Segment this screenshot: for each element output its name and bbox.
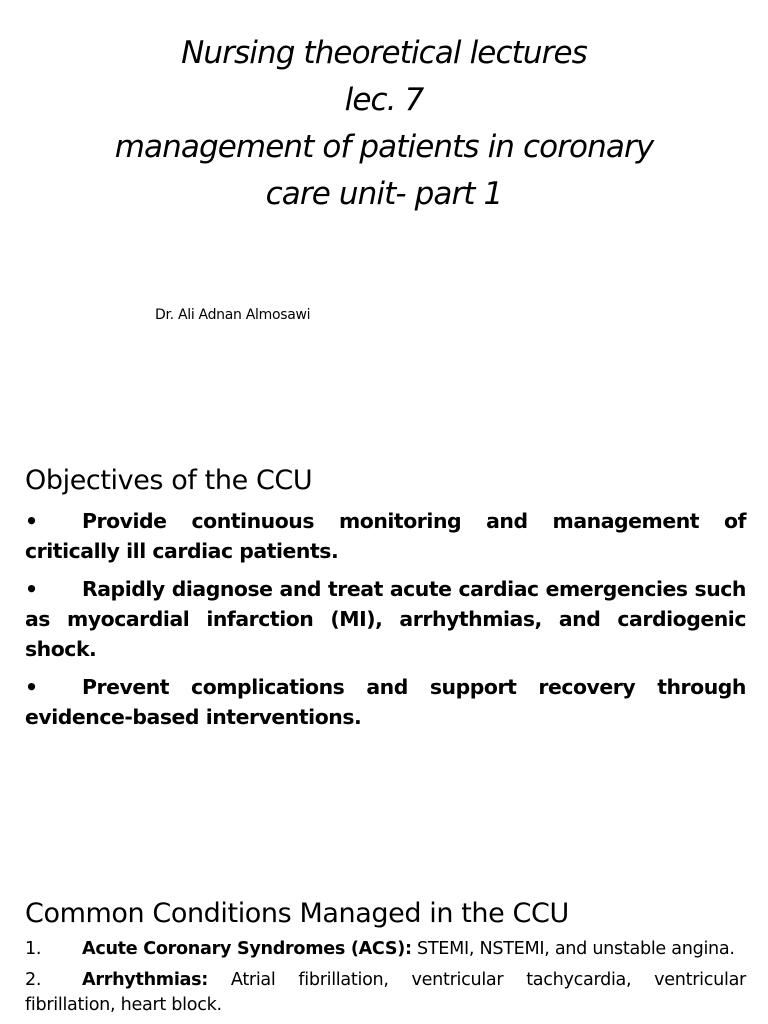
conditions-heading: Common Conditions Managed in the CCU [25,898,569,929]
condition-item [25,937,746,962]
condition-number: 1. [25,939,42,959]
conditions-list [25,937,746,1024]
objective-text: Rapidly diagnose and treat acute cardiac emergencies such as myocardial infarction (MI), arrhythmias, and cardiogenic shock. [25,577,746,661]
objectives-list [25,506,746,740]
bullet-icon: • [25,509,38,533]
condition-text: STEMI, NSTEMI, and unstable angina. [411,939,735,959]
objective-text: Provide continuous monitoring and management of critically ill cardiac patients. [25,509,746,563]
objective-item [25,574,746,664]
condition-term: Acute Coronary Syndromes (ACS): [82,939,412,959]
condition-term: Arrhythmias: [82,970,209,990]
condition-number: 2. [25,970,42,990]
condition-item [25,968,746,1018]
condition-text: Atrial fibrillation, ventricular tachycardia, ventricular fibrillation, heart block. [25,970,746,1015]
title-line: management of patients in coronary [114,129,654,165]
bullet-icon: • [25,675,38,699]
objective-text: Prevent complications and support recovery through evidence-based interventions. [25,675,746,729]
title-line: lec. 7 [344,82,424,118]
author-name: Dr. Ali Adnan Almosawi [155,307,311,323]
lecture-title [0,30,768,218]
objectives-heading: Objectives of the CCU [25,465,313,496]
bullet-icon: • [25,577,38,601]
objective-item [25,506,746,566]
title-line: Nursing theoretical lectures [181,35,587,71]
title-line: care unit- part 1 [265,176,503,212]
objective-item [25,672,746,732]
